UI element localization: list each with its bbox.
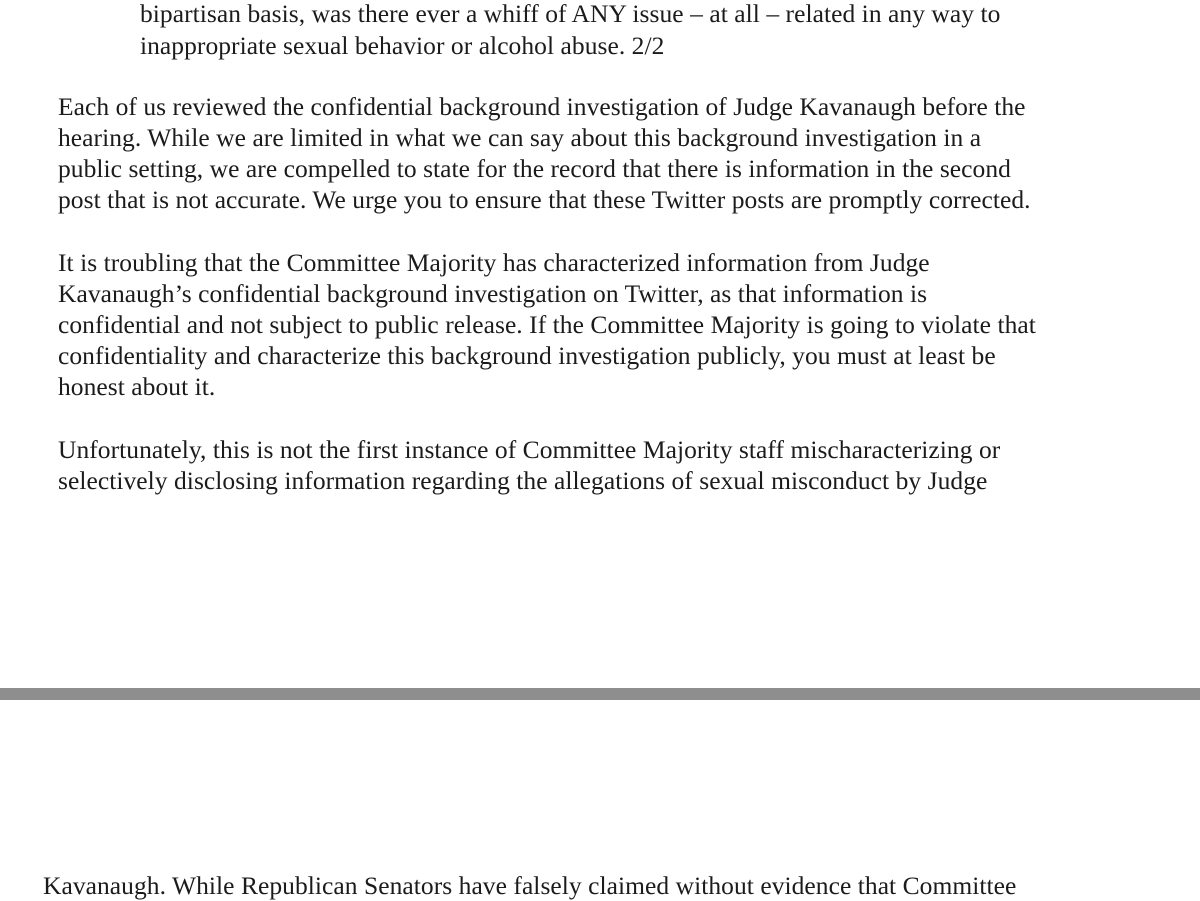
- paragraph-line: confidentiality and characterize this background investigation publicly, you must at least be: [58, 341, 996, 370]
- next-page-line: Kavanaugh. While Republican Senators have falsely claimed without evidence that Committee: [43, 871, 1017, 900]
- paragraph-line: confidential and not subject to public release. If the Committee Majority is going to violate that: [58, 310, 1036, 339]
- paragraph-line: selectively disclosing information regarding the allegations of sexual misconduct by Judge: [58, 466, 988, 495]
- document-page-bottom: [0, 700, 1200, 900]
- paragraph-line: hearing. While we are limited in what we can say about this background investigation in a: [58, 123, 982, 152]
- paragraph-line: honest about it.: [58, 372, 216, 401]
- paragraph-line: Unfortunately, this is not the first instance of Committee Majority staff mischaracterizing or: [58, 435, 1001, 464]
- page-divider: [0, 688, 1200, 700]
- quote-line: inappropriate sexual behavior or alcohol abuse. 2/2: [140, 31, 665, 60]
- paragraph-line: It is troubling that the Committee Majority has characterized information from Judge: [58, 248, 930, 277]
- paragraph-line: Each of us reviewed the confidential background investigation of Judge Kavanaugh before the: [58, 92, 1026, 121]
- paragraph-line: post that is not accurate. We urge you to ensure that these Twitter posts are promptly corrected.: [58, 185, 1031, 214]
- quote-line: bipartisan basis, was there ever a whiff of ANY issue – at all – related in any way to: [140, 0, 1001, 28]
- paragraph-line: Kavanaugh’s confidential background investigation on Twitter, as that information is: [58, 279, 928, 308]
- paragraph-line: public setting, we are compelled to state for the record that there is information in the second: [58, 154, 1011, 183]
